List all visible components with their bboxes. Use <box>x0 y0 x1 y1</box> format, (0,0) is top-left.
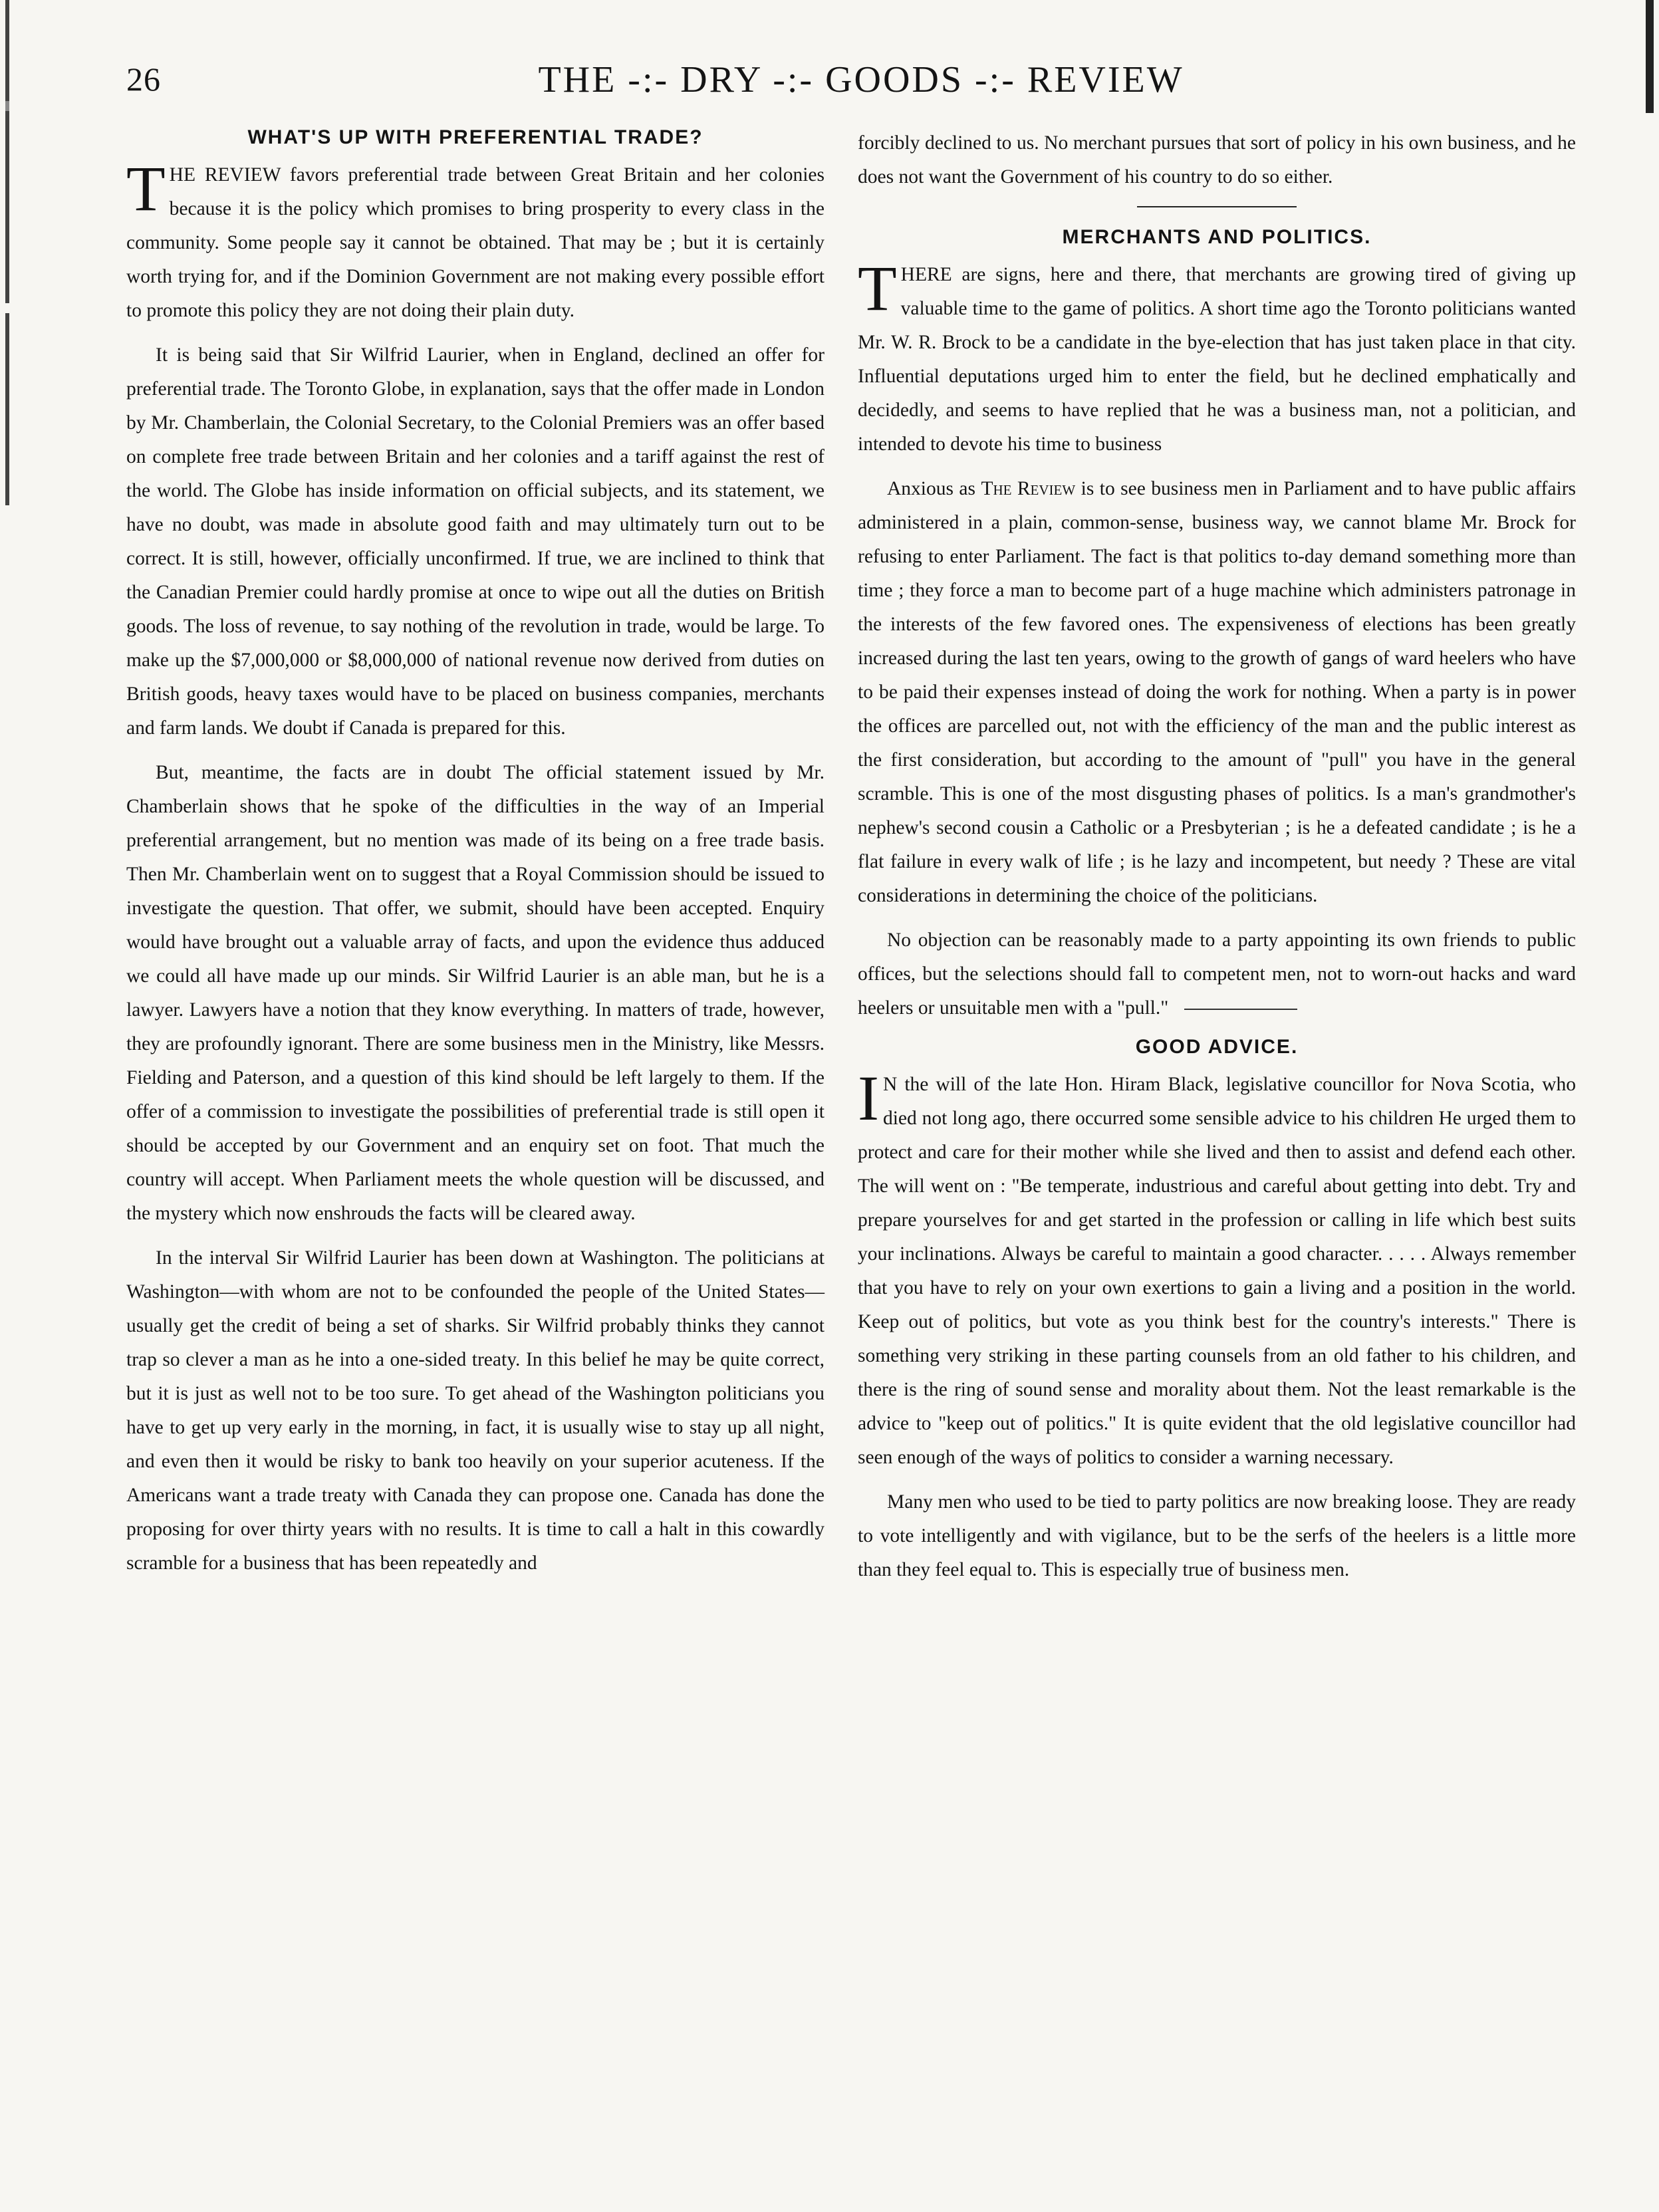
article-paragraph: But, meantime, the facts are in doubt The official statement issued by Mr. Chamberlain shows that he spoke of the difficulties in the way of an Imperial preferential arrangement, but no mention was made of its being on a free trade basis. Then Mr. Chamberlain went on to suggest that a Royal Commission should be issued to investigate the question. That offer, we submit, should have been accepted. Enquiry would have brought out a valuable array of facts, and upon the evidence thus adduced we could all have made up our minds. Sir Wilfrid Laurier is an able man, but he is a lawyer. Lawyers have a notion that they know everything. In matters of trade, however, they are profoundly ignorant. There are some business men in the Ministry, like Messrs. Fielding and Paterson, and a question of this kind should be left largely to them. If the offer of a commission to investigate the possibilities of preferential trade is still open it should be accepted by our Government and an enquiry set on foot. That much the country will accept. When Parliament meets the whole question will be discussed, and the mystery which now enshrouds the facts will be cleared away. <box>126 762 825 1224</box>
paragraph-text: HE REVIEW favors preferential trade between Great Britain and her colonies because it is the policy which promises to bring prosperity to every class in the community. Some people say it cannot be obtained. That may be ; but it is certainly worth trying for, and if the Dominion Government are not making every possible effort to promote this policy they are not doing their plain duty. <box>126 164 825 321</box>
article-paragraph <box>858 923 1576 1025</box>
paragraph-text: N the will of the late Hon. Hiram Black, legislative councillor for Nova Scotia, who died not long ago, there occurred some sensible advice to his children He urged them to protect and care for their mother while she lived and then to assist and defend each other. The will went on : "Be temperate, industrious and careful about getting into debt. Try and prepare yourselves for and get started in the profession or calling in life which best suits your inclinations. Always be careful to maintain a good character. . . . . Always remember that you have to rely on your own exertions to gain a living and a position in the world. Keep out of politics, but vote as you think best for the country's interests." There is something very striking in these parting counsels from an old father to his children, and there is the ring of sound sense and morality about them. Not the least remarkable is the advice to "keep out of politics." It is quite evident that the old legislative councillor had seen enough of the ways of politics to consider a warning necessary. <box>858 1074 1576 1468</box>
article-paragraph <box>858 472 1576 913</box>
drop-cap: T <box>858 253 897 324</box>
section-divider <box>1137 206 1297 207</box>
paragraph-text: is to see business men in Parliament and to have public affairs administered in a plain, common-sense, business way, we cannot blame Mr. Brock for refusing to enter Parliament. The fact is that politics to-day demand something more than time ; they force a man to become part of a huge machine which administers patronage in the interests of the few favored ones. The expensiveness of elections has been greatly increased during the last ten years, owing to the growth of gangs of ward heelers who have to be paid their expenses instead of doing the work for nothing. When a party is in power the offices are parcelled out, not with the efficiency of the man and the public interest as the first consideration, but according to the amount of "pull" you have in the general scramble. This is one of the most disgusting phases of politics. Is a man's grandmother's nephew's second cousin a Catholic or a Presbyterian ; is he a defeated candidate ; is he a flat failure in every walk of life ; is he lazy and incompetent, but needy ? These are vital considerations in determining the choice of the politicians. <box>858 478 1576 906</box>
scan-edge-left <box>5 0 9 505</box>
article-paragraph <box>858 253 1576 461</box>
page-number: 26 <box>126 61 161 98</box>
left-column <box>126 126 825 1591</box>
scan-edge-right <box>1646 0 1654 113</box>
right-column <box>858 126 1576 1598</box>
article-paragraph <box>858 1062 1576 1475</box>
headline-good-advice: GOOD ADVICE. <box>1135 1036 1299 1058</box>
article-paragraph: It is being said that Sir Wilfrid Laurier, when in England, declined an offer for preferential trade. The Toronto Globe, in explanation, says that the offer made in London by Mr. Chamberlain, the Colonial Secretary, to the Colonial Premiers was an offer based on complete free trade between Britain and her colonies and a tariff against the rest of the world. The Globe has inside information on official subjects, and its statement, we have no doubt, was made in absolute good faith and may ultimately turn out to be correct. It is still, however, officially unconfirmed. If true, we are inclined to think that the Canadian Premier could hardly promise at once to wipe out all the duties on British goods. The loss of revenue, to say nothing of the revolution in trade, would be large. To make up the $7,000,000 or $8,000,000 of national revenue now derived from duties on British goods, heavy taxes would have to be placed on business companies, merchants and farm lands. We doubt if Canada is prepared for this. <box>126 344 825 739</box>
section-divider <box>1184 1009 1297 1010</box>
drop-cap: I <box>858 1062 879 1134</box>
article-continuation: forcibly declined to us. No merchant pursues that sort of policy in his own business, and he does not want the Government of his country to do so either. <box>858 132 1576 187</box>
paragraph-text: Anxious as <box>887 478 981 499</box>
drop-cap: T <box>126 153 166 224</box>
article-paragraph: Many men who used to be tied to party politics are now breaking loose. They are ready to vote intelligently and with vigilance, but to be the serfs of the heelers is a little more than they feel equal to. This is especially true of business men. <box>858 1491 1576 1580</box>
article-paragraph <box>126 153 825 328</box>
paragraph-text: No objection can be reasonably made to a party appointing its own friends to public offices, but the selections should fall to competent men, not to worn-out hacks and ward heelers or unsuitable men with a "pull." <box>858 929 1576 1019</box>
publication-name: The Review <box>981 478 1076 499</box>
article-paragraph: In the interval Sir Wilfrid Laurier has been down at Washington. The politicians at Washington—with whom are not to be confounded the people of the United States—usually get the credit of being a set of sharks. Sir Wilfrid probably thinks they cannot trap so clever a man as he into a one-sided treaty. In this belief he may be quite correct, but it is just as well not to be too sure. To get ahead of the Washington politicians you have to get up very early in the morning, in fact, it is usually wise to stay up all night, and even then it would be risky to bank too heavily on your superior acuteness. If the Americans want a trade treaty with Canada they can propose one. Canada has done the proposing for over thirty years with no results. It is time to call a halt in this cowardly scramble for a business that has been repeatedly and <box>126 1247 825 1574</box>
page <box>126 59 1596 1580</box>
running-title: THE -:- DRY -:- GOODS -:- REVIEW <box>538 59 1184 100</box>
headline-preferential-trade: WHAT'S UP WITH PREFERENTIAL TRADE? <box>247 126 703 148</box>
headline-merchants-politics: MERCHANTS AND POLITICS. <box>1062 226 1372 248</box>
page-header <box>126 60 1596 120</box>
paragraph-text: HERE are signs, here and there, that merchants are growing tired of giving up valuable time to the game of politics. A short time ago the Toronto politicians wanted Mr. W. R. Brock to be a candidate in the bye-election that has just taken place in that city. Influential deputations urged him to enter the field, but he declined emphatically and decidedly, and seems to have replied that he was a business man, not a politician, and intended to devote his time to business <box>858 264 1576 455</box>
